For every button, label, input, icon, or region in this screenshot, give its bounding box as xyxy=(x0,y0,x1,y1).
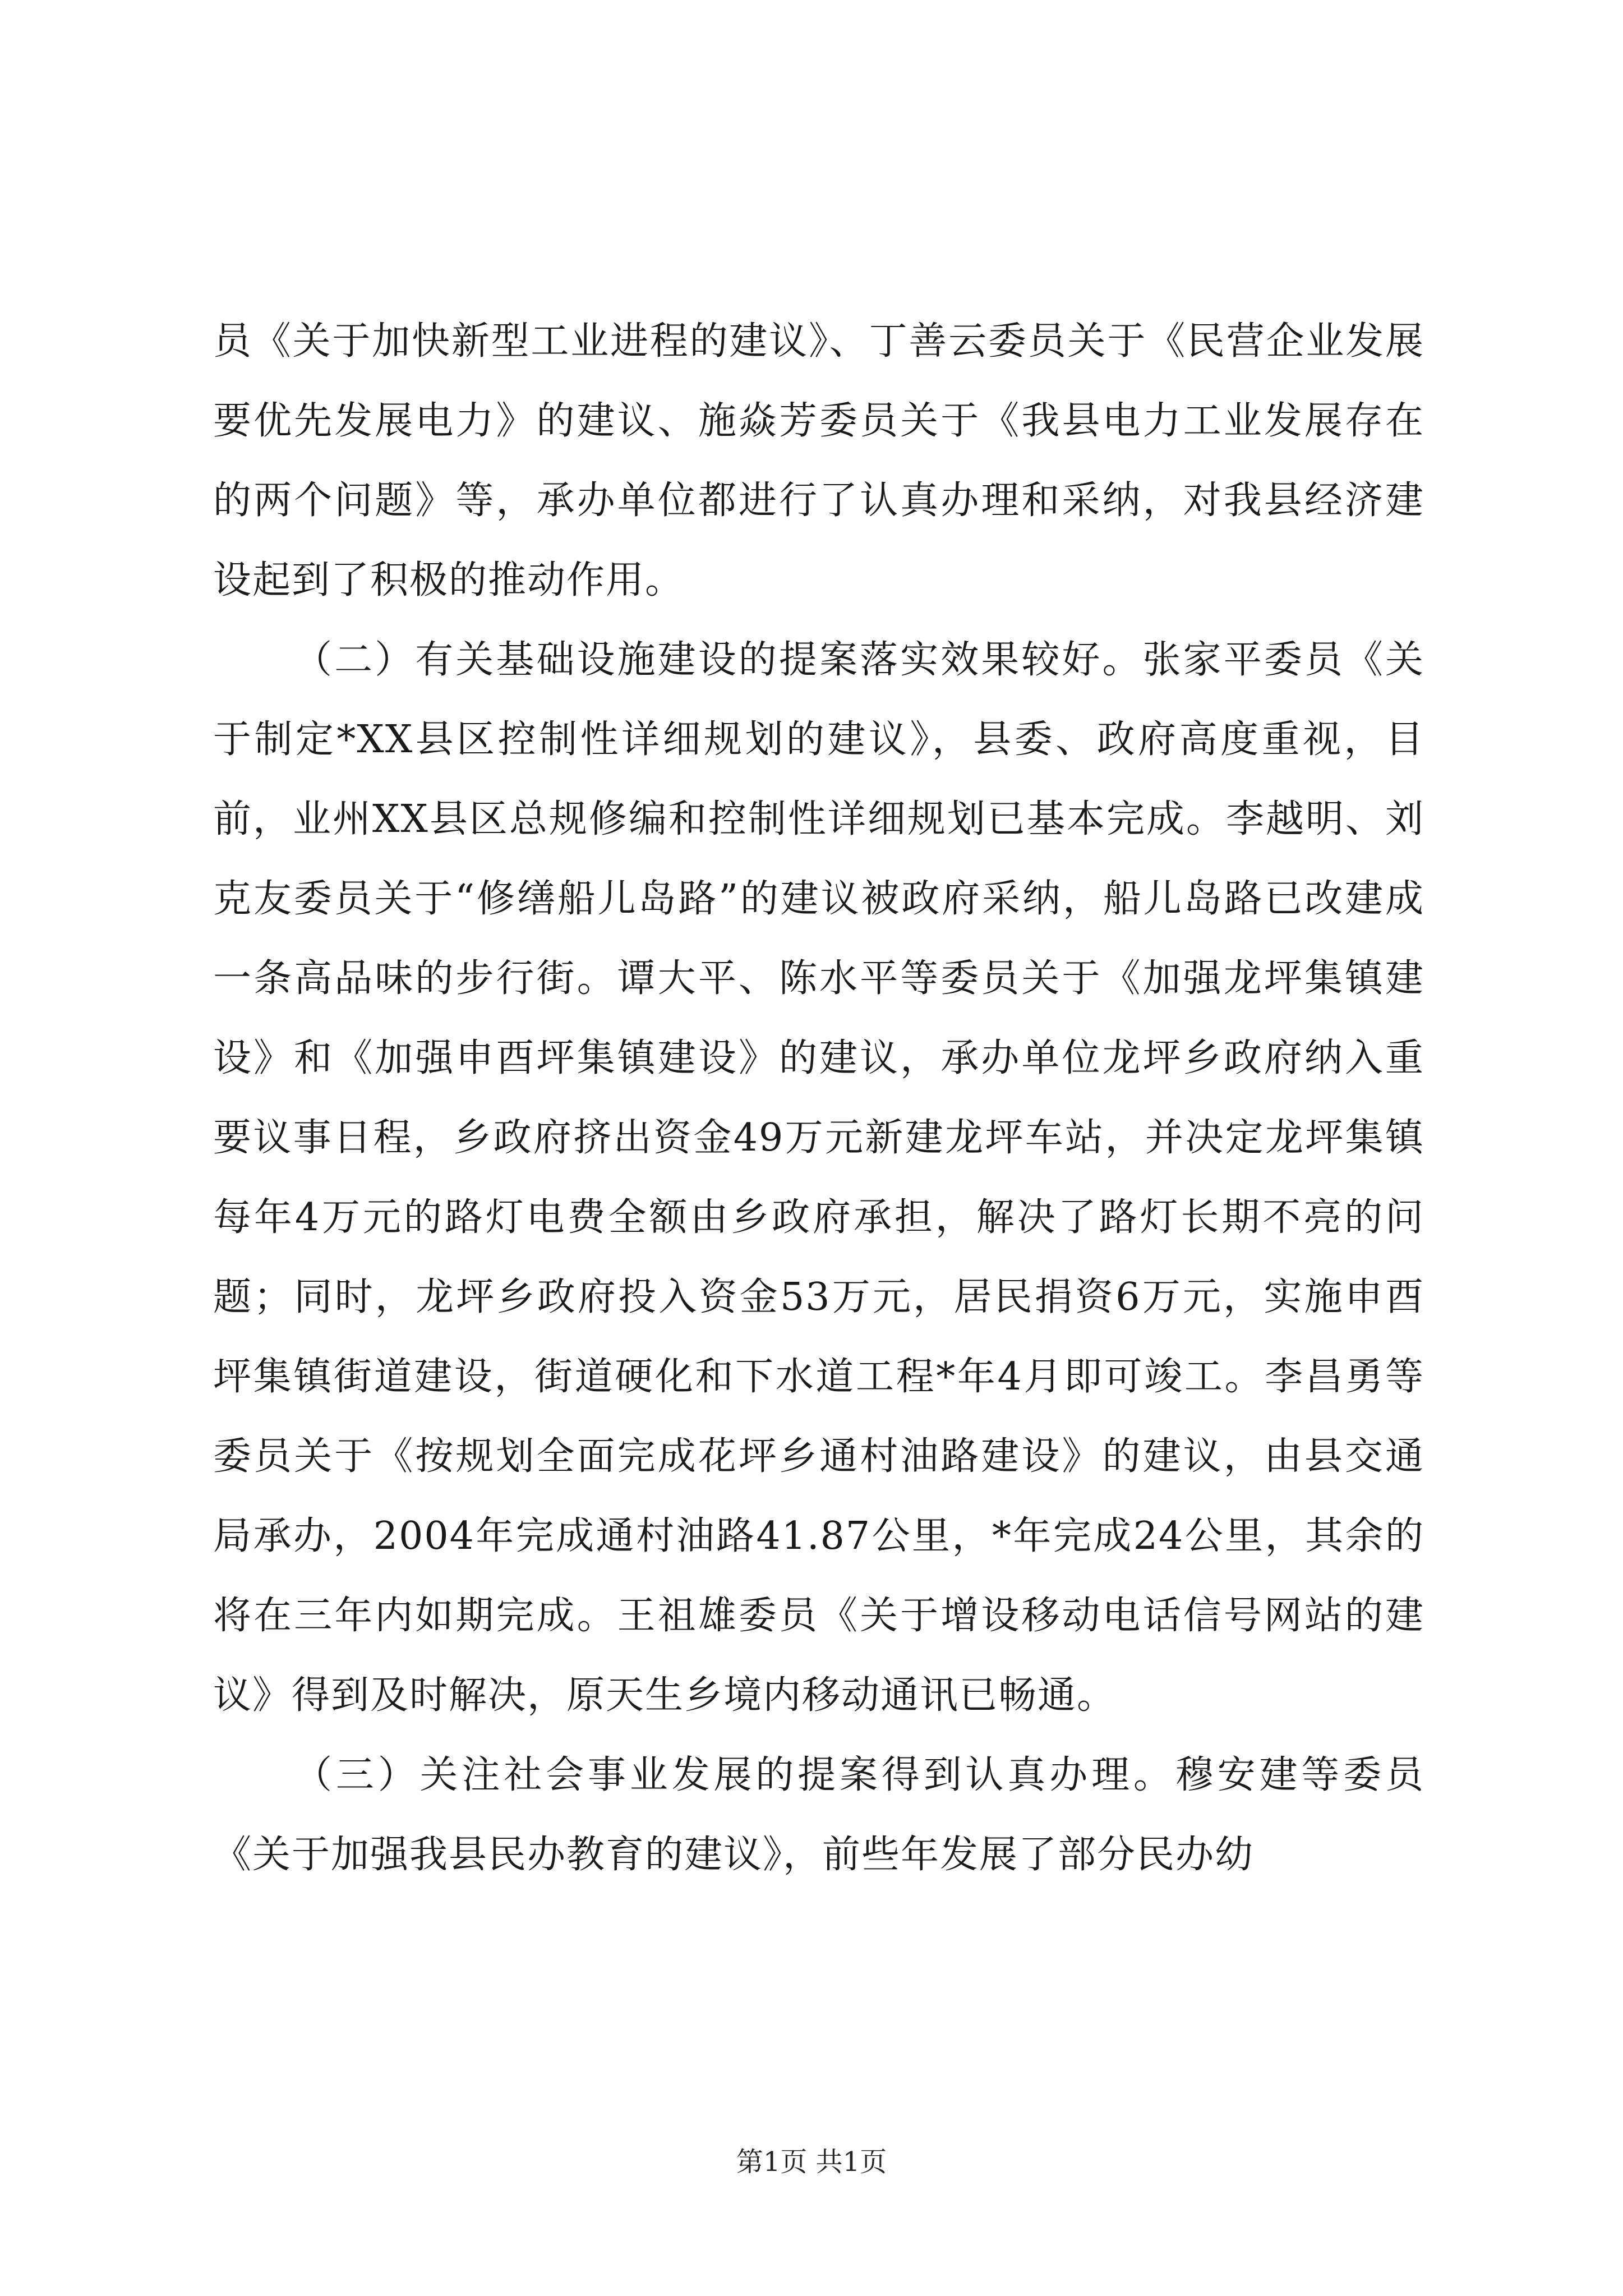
document-body xyxy=(213,302,1424,1895)
page-footer: 第1页 共1页 xyxy=(736,2146,887,2178)
paragraph-1: 员《关于加快新型工业进程的建议》、丁善云委员关于《民营企业发展要优先发展电力》的建议、施焱芳委员关于《我县电力工业发展存在的两个问题》等，承办单位都进行了认真办理和采纳，对我县经济建设起到了积极的推动作用。 xyxy=(213,319,1424,602)
paragraph-3: （三）关注社会事业发展的提案得到认真办理。穆安建等委员《关于加强我县民办教育的建议》，前些年发展了部分民办幼 xyxy=(213,1753,1424,1877)
paragraph-2: （二）有关基础设施建设的提案落实效果较好。张家平委员《关于制定*XX县区控制性详细规划的建议》，县委、政府高度重视，目前，业州XX县区总规修编和控制性详细规划已基本完成。李越明、刘克友委员关于“修缮船儿岛路”的建议被政府采纳，船儿岛路已改建成一条高品味的步行街。谭大平、陈水平等委员关于《加强龙坪集镇建设》和《加强申酉坪集镇建设》的建议，承办单位龙坪乡政府纳入重要议事日程，乡政府挤出资金49万元新建龙坪车站，并决定龙坪集镇每年4万元的路灯电费全额由乡政府承担，解决了路灯长期不亮的问题；同时，龙坪乡政府投入资金53万元，居民捐资6万元，实施申酉坪集镇街道建设，街道硬化和下水道工程*年4月即可竣工。李昌勇等委员关于《按规划全面完成花坪乡通村油路建设》的建议，由县交通局承办，2004年完成通村油路41.87公里，*年完成24公里，其余的将在三年内如期完成。王祖雄委员《关于增设移动电话信号网站的建议》得到及时解决，原天生乡境内移动通讯已畅通。 xyxy=(213,638,1424,1718)
